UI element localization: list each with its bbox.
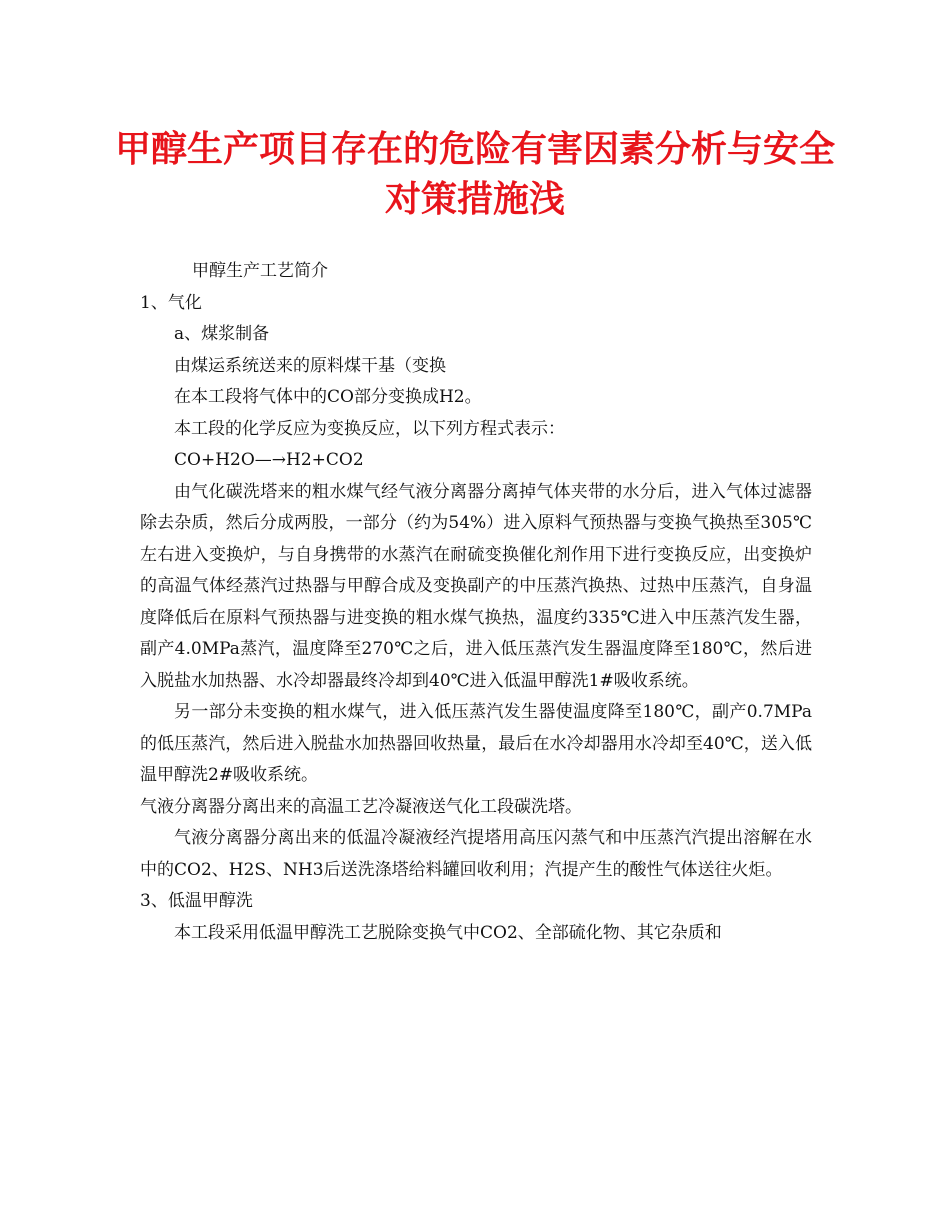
subsection-heading: a、煤浆制备 [174, 324, 270, 344]
paragraph: 由气化碳洗塔来的粗水煤气经气液分离器分离掉气体夹带的水分后，进入气体过滤器除去杂质，然后分成两股，一部分（约为54%）进入原料气预热器与变换气换热至305℃左右进入变换炉，与自身携带的水蒸汽在耐硫变换催化剂作用下进行变换反应，出变换炉的高温气体经蒸汽过热器与甲醇合成及变换副产的中压蒸汽换热、过热中压蒸汽，自身温度降低后在原料气预热器与进变换的粗水煤气换热，温度约335℃进入中压蒸汽发生器，副产4.0MPa蒸汽，温度降至270℃之后，进入低压蒸汽发生器温度降至180℃，然后进入脱盐水加热器、水冷却器最终冷却到40℃进入低温甲醇洗1#吸收系统。 [140, 481, 812, 691]
paragraph: 由煤运系统送来的原料煤干基（变换 [174, 355, 446, 376]
paragraph: 气液分离器分离出来的低温冷凝液经汽提塔用高压闪蒸气和中压蒸汽汽提出溶解在水中的CO2、H2S、NH3后送洗涤塔给料罐回收利用；汽提产生的酸性气体送往火炬。 [140, 828, 812, 880]
document-body [140, 256, 812, 949]
paragraph: 另一部分未变换的粗水煤气，进入低压蒸汽发生器使温度降至180℃，副产0.7MPa的低压蒸汽，然后进入脱盐水加热器回收热量，最后在水冷却器用水冷却至40℃，送入低温甲醇洗2#吸收系统。 [140, 702, 812, 785]
section-heading-rectisol: 3、低温甲醇洗 [140, 891, 253, 911]
paragraph: 本工段的化学反应为变换反应，以下列方程式表示： [174, 418, 565, 439]
chemical-equation: CO+H2O—→H2+CO2 [174, 450, 364, 470]
paragraph: 本工段采用低温甲醇洗工艺脱除变换气中CO2、全部硫化物、其它杂质和 [174, 922, 722, 943]
paragraph: 在本工段将气体中的CO部分变换成H2。 [174, 387, 482, 407]
section-heading-gasification: 1、气化 [140, 292, 202, 313]
section-intro-heading: 甲醇生产工艺简介 [192, 261, 328, 281]
paragraph: 气液分离器分离出来的高温工艺冷凝液送气化工段碳洗塔。 [140, 796, 582, 817]
document-title: 甲醇生产项目存在的危险有害因素分析与安全对策措施浅 [114, 128, 835, 220]
